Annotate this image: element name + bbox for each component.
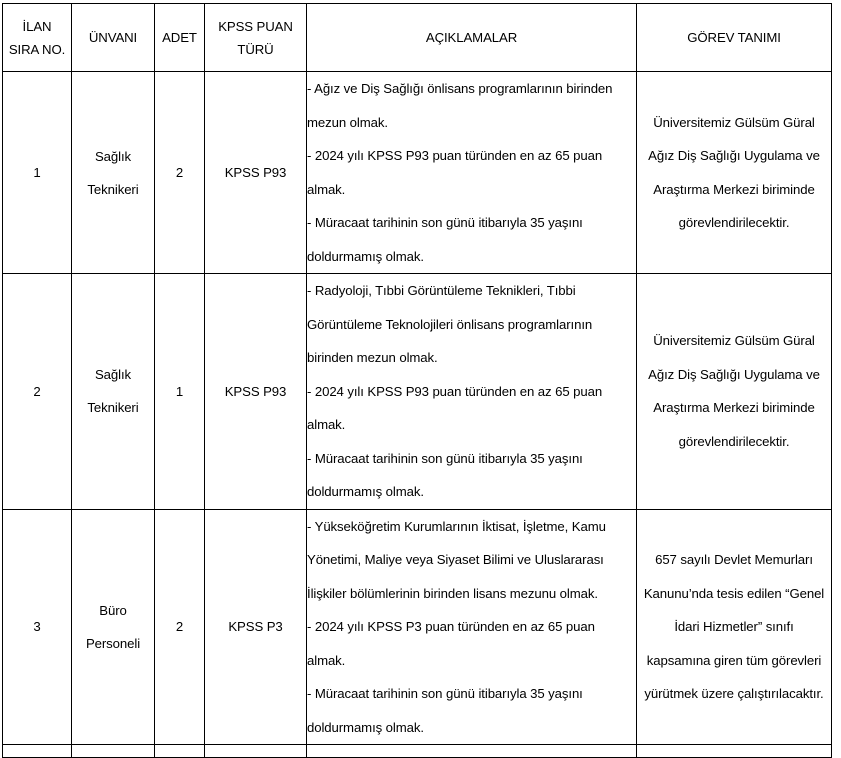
aciklama-line: almak. [307, 417, 346, 432]
empty-cell [3, 745, 72, 758]
aciklama-line: birinden mezun olmak. [307, 350, 438, 365]
aciklama-line: mezun olmak. [307, 114, 388, 130]
gorev-line: yürütmek üzere çalıştırılacaktır. [644, 686, 824, 701]
gorev-line: Araştırma Merkezi biriminde [653, 181, 815, 197]
gorev-line: görevlendirilecektir. [678, 433, 790, 449]
sira-cell: 3 [3, 509, 72, 745]
gorev-line: kapsamına giren tüm görevleri [646, 652, 822, 668]
aciklama-line: - 2024 yılı KPSS P3 puan türünden en az 65 puan [307, 619, 595, 634]
adet-cell: 2 [155, 509, 205, 745]
gorev-line: görevlendirilecektir. [678, 215, 790, 230]
aciklama-line: Yönetimi, Maliye veya Siyaset Bilimi ve Uluslararası [307, 552, 604, 567]
header-aciklamalar: AÇIKLAMALAR [307, 4, 637, 72]
gorev-cell [637, 509, 832, 745]
gorev-line: Üniversitemiz Gülsüm Güral [653, 333, 815, 349]
sira-cell: 1 [3, 72, 72, 274]
header-sira-line1: İLAN [22, 18, 52, 34]
header-gorev-tanimi: GÖREV TANIMI [637, 4, 832, 72]
aciklama-line: - Müracaat tarihinin son günü itibarıyla 35 yaşını [307, 450, 583, 466]
table-row [3, 509, 832, 745]
header-puan-line2: TÜRÜ [237, 41, 274, 57]
unvan-line: Teknikeri [87, 181, 139, 197]
gorev-line: İdari Hizmetler” sınıfı [674, 619, 794, 634]
puan-cell: KPSS P93 [205, 274, 307, 510]
unvan-line: Büro [99, 602, 127, 618]
empty-cell [637, 745, 832, 758]
adet-cell: 2 [155, 72, 205, 274]
sira-cell: 2 [3, 274, 72, 510]
header-row [3, 4, 832, 72]
job-listing-table [2, 3, 832, 758]
header-adet: ADET [155, 4, 205, 72]
header-unvan: ÜNVANI [72, 4, 155, 72]
aciklama-line: doldurmamış olmak. [307, 719, 424, 735]
gorev-line: Ağız Diş Sağlığı Uygulama ve [648, 366, 820, 382]
gorev-cell [637, 72, 832, 274]
table-row [3, 72, 832, 274]
unvan-cell [72, 274, 155, 510]
unvan-line: Teknikeri [87, 400, 139, 416]
gorev-cell [637, 274, 832, 510]
empty-cell [72, 745, 155, 758]
aciklama-line: doldurmamış olmak. [307, 484, 424, 499]
gorev-line: Araştırma Merkezi biriminde [653, 400, 815, 416]
empty-cell [205, 745, 307, 758]
empty-cell [155, 745, 205, 758]
header-puan-line1: KPSS PUAN [218, 18, 293, 34]
aciklama-line: almak. [307, 181, 346, 197]
aciklama-line: - 2024 yılı KPSS P93 puan türünden en az 65 puan [307, 383, 603, 399]
unvan-cell [72, 509, 155, 745]
unvan-cell [72, 72, 155, 274]
adet-cell: 1 [155, 274, 205, 510]
table-row [3, 274, 832, 510]
aciklama-line: - 2024 yılı KPSS P93 puan türünden en az 65 puan [307, 148, 603, 163]
gorev-line: 657 sayılı Devlet Memurları [655, 552, 813, 567]
aciklama-cell [307, 274, 637, 510]
aciklama-cell [307, 509, 637, 745]
aciklama-line: - Radyoloji, Tıbbi Görüntüleme Teknikleri, Tıbbi [307, 283, 576, 298]
aciklama-line: - Müracaat tarihinin son günü itibarıyla 35 yaşını [307, 215, 583, 230]
unvan-line: Sağlık [94, 367, 132, 383]
gorev-line: Kanunu’nda tesis edilen “Genel [643, 585, 825, 601]
aciklama-line: İlişkiler bölümlerinin birinden lisans mezunu olmak. [307, 585, 598, 601]
header-sira-line2: SIRA NO. [8, 41, 66, 57]
gorev-line: Üniversitemiz Gülsüm Güral [653, 114, 815, 130]
header-kpss-puan [205, 4, 307, 72]
table-row-partial [3, 745, 832, 758]
aciklama-line: - Ağız ve Diş Sağlığı önlisans programlarının birinden [307, 81, 613, 96]
aciklama-line: - Yükseköğretim Kurumlarının İktisat, İşletme, Kamu [307, 518, 606, 534]
aciklama-line: almak. [307, 652, 346, 668]
header-sira-no [3, 4, 72, 72]
puan-cell: KPSS P3 [205, 509, 307, 745]
aciklama-line: doldurmamış olmak. [307, 248, 424, 264]
aciklama-line: Görüntüleme Teknolojileri önlisans programlarının [307, 316, 593, 332]
gorev-line: Ağız Diş Sağlığı Uygulama ve [648, 148, 820, 163]
empty-cell [307, 745, 637, 758]
puan-cell: KPSS P93 [205, 72, 307, 274]
aciklama-line: - Müracaat tarihinin son günü itibarıyla 35 yaşını [307, 686, 583, 701]
unvan-line: Sağlık [94, 148, 132, 164]
aciklama-cell [307, 72, 637, 274]
unvan-line: Personeli [85, 635, 141, 651]
